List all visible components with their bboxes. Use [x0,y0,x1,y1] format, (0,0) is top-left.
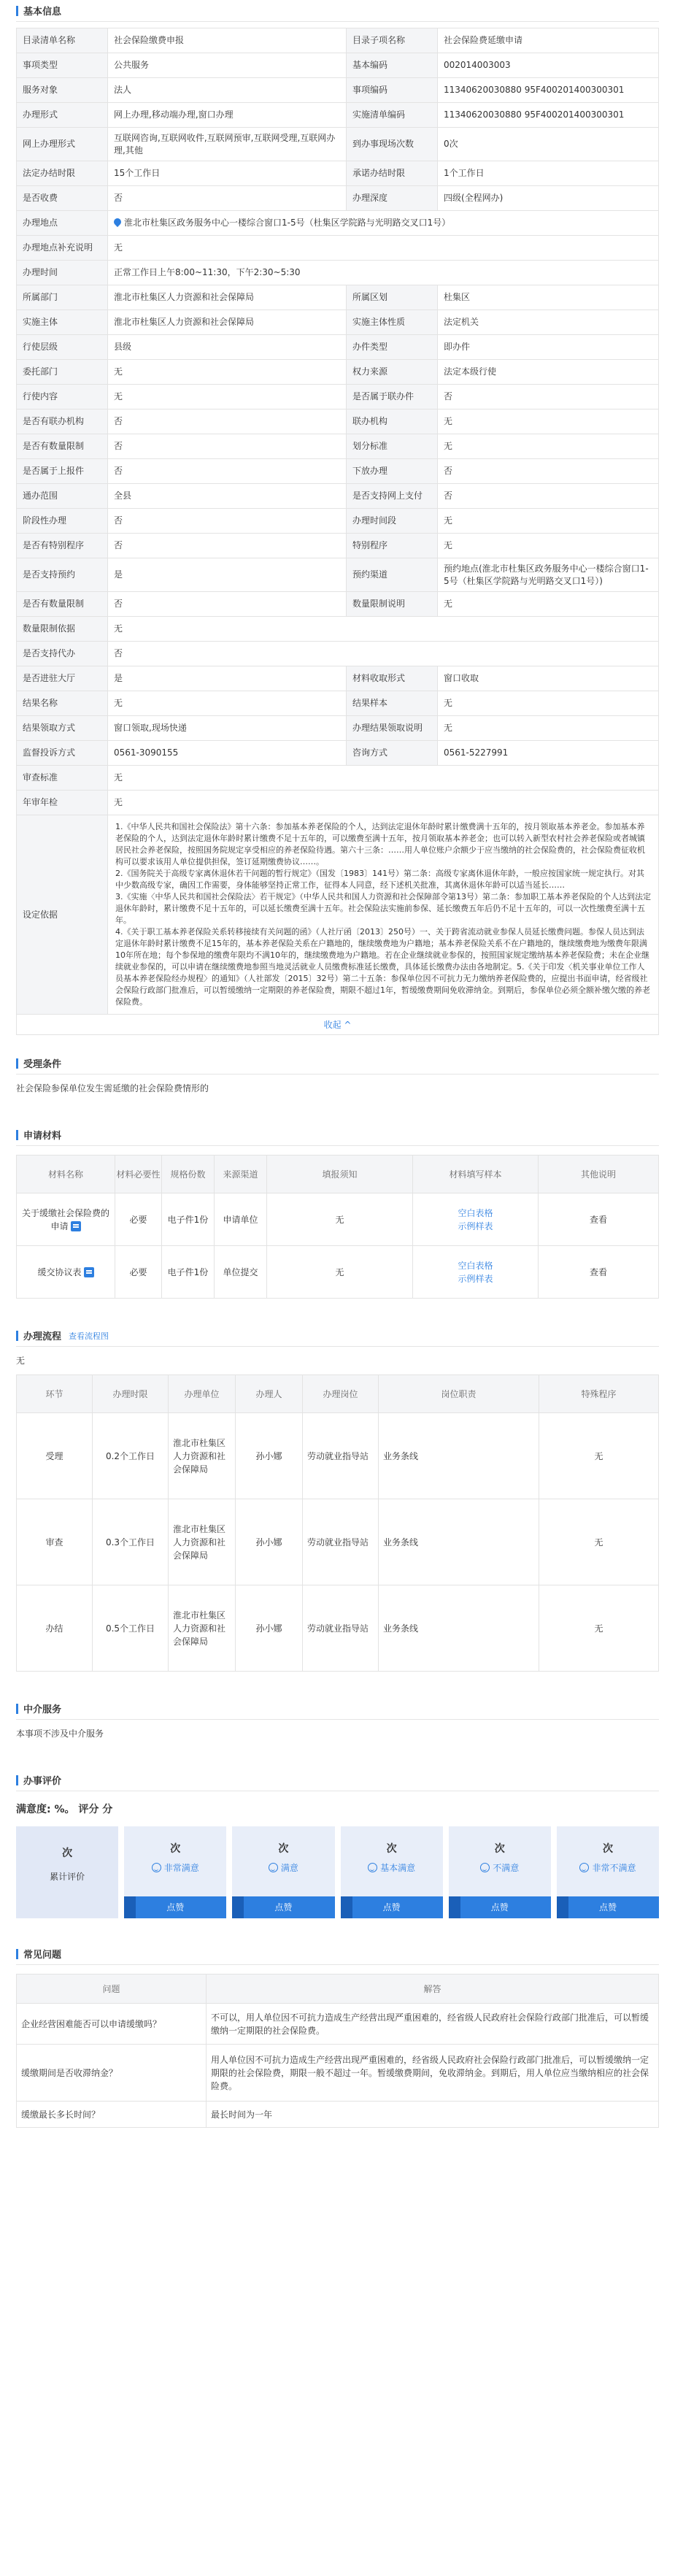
info-value: 否 [438,459,659,484]
info-label: 下放办理 [347,459,438,484]
info-row [17,484,659,509]
flow-table [16,1374,659,1672]
flow-special: 无 [539,1413,659,1499]
info-value: 无 [438,716,659,741]
info-label: 材料收取形式 [347,666,438,691]
info-label: 是否有数量限制 [17,434,108,459]
faq-answer: 最长时间为一年 [207,2102,659,2128]
section-bar [16,1704,18,1714]
info-value: 11340620030880 95F400201400300301 [438,103,659,128]
info-value: 1个工作日 [438,161,659,186]
column-header: 规格份数 [162,1156,215,1193]
info-label: 监督投诉方式 [17,741,108,766]
rating-label-row [124,1861,226,1874]
flow-person: 孙小娜 [236,1413,303,1499]
view-link[interactable]: 查看 [539,1246,659,1299]
flow-time: 0.2个工作日 [93,1413,169,1499]
material-notice: 无 [267,1193,413,1246]
column-header: 岗位职责 [379,1375,539,1413]
conditions-text: 社会保险参保单位发生需延缴的社会保险费情形的 [16,1083,209,1093]
like-button[interactable] [341,1896,443,1918]
info-row [17,335,659,360]
address-value [108,211,659,236]
material-spec: 电子件1份 [162,1193,215,1246]
info-label: 划分标准 [347,434,438,459]
like-button-label: 点赞 [382,1902,401,1912]
info-label: 所属部门 [17,285,108,310]
blank-form-link[interactable]: 空白表格 [458,1260,493,1271]
info-label: 咨询方式 [347,741,438,766]
flowchart-link[interactable]: 查看流程图 [69,1331,109,1341]
basis-row [17,815,659,1015]
section-title: 受理条件 [23,1059,62,1070]
material-necessity: 必要 [115,1246,162,1299]
faq-table [16,1974,659,2128]
info-row [17,285,659,310]
info-value: 淮北市杜集区人力资源和社会保障局 [108,285,347,310]
info-value: 否 [108,186,347,211]
info-row [17,666,659,691]
info-label: 办理地点补充说明 [17,236,108,261]
info-value: 无 [438,434,659,459]
sample-form-link[interactable]: 示例样表 [458,1220,493,1231]
rating-count: 次 [278,1843,289,1855]
info-value: 即办件 [438,335,659,360]
column-header: 办理岗位 [303,1375,379,1413]
faq-row [17,2102,659,2128]
section-bar [16,1949,18,1959]
info-value: 无 [108,360,347,385]
like-button-label: 点赞 [598,1902,617,1912]
column-header: 办理单位 [169,1375,236,1413]
section-title: 申请材料 [23,1131,62,1142]
flow-special: 无 [539,1499,659,1585]
flow-post: 劳动就业指导站 [303,1499,379,1585]
rating-card [232,1826,334,1918]
evaluation-cards [16,1826,659,1918]
address-row [17,211,659,236]
info-label: 委托部门 [17,360,108,385]
column-header: 材料名称 [17,1156,115,1193]
info-value: 否 [438,484,659,509]
info-value: 法定本级行使 [438,360,659,385]
info-label: 办理深度 [347,186,438,211]
info-label: 是否支持代办 [17,642,108,666]
info-label: 审查标准 [17,766,108,791]
rating-label-row [449,1861,551,1874]
info-value: 正常工作日上午8:00~11:30，下午2:30~5:30 [108,261,659,285]
like-button-edge [341,1896,352,1918]
info-label: 数量限制说明 [347,592,438,617]
flow-unit: 淮北市杜集区人力资源和社会保障局 [169,1585,236,1672]
flow-time: 0.3个工作日 [93,1499,169,1585]
info-label: 是否属于联办件 [347,385,438,410]
info-row [17,459,659,484]
info-label: 阶段性办理 [17,509,108,534]
info-row [17,28,659,53]
satisfaction-summary: 满意度: %。 评分 分 [16,1804,113,1815]
evaluation-header [16,1769,659,1791]
column-header: 办理时限 [93,1375,169,1413]
info-value: 杜集区 [438,285,659,310]
info-label: 到办事现场次数 [347,128,438,161]
material-sample-cell [413,1193,539,1246]
info-row [17,558,659,592]
flow-duty: 业务条线 [379,1499,539,1585]
like-button-label: 点赞 [166,1902,185,1912]
info-label: 办件类型 [347,335,438,360]
rating-label-row [341,1861,443,1874]
basis-paragraph: 1.《中华人民共和国社会保险法》第十六条：参加基本养老保险的个人，达到法定退休年龄时累计缴费满十五年的，按月领取基本养老金。参加基本养老保险的个人，达到法定退休年龄时累计缴费不足十五年的，可以缴费至满十五年，按月领取基本养老金；也可以转入新型农村社会养老保险或者城镇居民社会养老保险，按照国务院规定享受相应的养老保险待遇。第六十三条：……用人单位账户余额少于应当缴纳的社会保险费的，社会保险费征收机构可以要求该用人单位提供担保，签订延期缴费协议……。 [115,822,645,866]
column-header: 材料填写样本 [413,1156,539,1193]
basis-paragraph: 4.《关于职工基本养老保险关系转移接续有关问题的函》（人社厅函〔2013〕250号）一、关于跨省流动就业参保人员延长缴费问题。参保人员达到法定退休年龄时累计缴费不足15年的，基本养老保险关系在户籍地的，继续缴费地为户籍地；基本养老保险关系不在户籍地的，继续缴费地为缴费年限满10年所在地；每个参保地的缴费年限均不满10年的，继续缴费地为户籍地。若在企业继续就业参保的，按照国家规定缴纳基本养老保险费；未在企业继续就业参保的，可以申请在继续缴费地参照当地灵活就业人员缴费标准延长缴费，具体延长缴费办法由各地制定。5.《关于印发〈机关事业单位工作人员基本养老保险经办规程〉的通知》（人社部发〔2015〕32号）第二十五条：参保单位因不可抗力无力缴纳养老保险费的，应提出书面申请，经省级社会保险行政部门批准后，可以暂缓缴纳一定期限的养老保险费，期限不超过1年，暂缓缴费期间免收滞纳金。到期后，参保单位必须全额补缴欠缴的养老保险费。 [115,927,650,1007]
info-label: 是否有特别程序 [17,534,108,558]
view-link[interactable]: 查看 [539,1193,659,1246]
section-title: 基本信息 [23,7,62,18]
rating-count: 次 [494,1843,505,1855]
info-label: 是否进驻大厅 [17,666,108,691]
info-label: 法定办结时限 [17,161,108,186]
rating-label: 非常满意 [163,1863,199,1873]
address-text[interactable]: 淮北市杜集区政务服务中心一楼综合窗口1-5号（杜集区学院路与光明路交叉口1号） [124,218,451,228]
like-button-edge [557,1896,568,1918]
info-value: 否 [108,509,347,534]
like-button[interactable] [557,1896,659,1918]
like-button-edge [449,1896,460,1918]
conditions-header [16,1053,659,1074]
info-value: 15个工作日 [108,161,347,186]
info-row [17,642,659,666]
smiley-icon [579,1863,589,1872]
smiley-icon [480,1863,490,1872]
info-label: 是否有联办机构 [17,410,108,434]
material-sample-cell [413,1246,539,1299]
location-pin-icon [114,218,121,228]
flow-row [17,1413,659,1499]
rating-label: 不满意 [493,1863,520,1873]
info-label: 联办机构 [347,410,438,434]
smiley-icon [152,1863,161,1872]
rating-label-row [557,1861,659,1874]
info-label: 是否属于上报件 [17,459,108,484]
flow-time: 0.5个工作日 [93,1585,169,1672]
info-value: 否 [108,592,347,617]
faq-header [16,1943,659,1965]
rating-card [124,1826,226,1918]
column-header: 问题 [17,1975,207,2004]
flow-post: 劳动就业指导站 [303,1413,379,1499]
info-label: 是否有数量限制 [17,592,108,617]
info-label: 办理时间段 [347,509,438,534]
info-value: 全县 [108,484,347,509]
flow-row [17,1499,659,1585]
info-label: 设定依据 [17,815,108,1015]
faq-row [17,2045,659,2102]
info-label: 结果样本 [347,691,438,716]
info-row [17,741,659,766]
like-button[interactable] [232,1896,334,1918]
info-value: 无 [108,236,659,261]
info-row [17,186,659,211]
material-row [17,1246,659,1299]
info-row [17,103,659,128]
section-title: 办理流程 [23,1331,62,1342]
rating-label: 基本满意 [380,1863,416,1873]
info-value: 11340620030880 95F400201400300301 [438,78,659,103]
material-spec: 电子件1份 [162,1246,215,1299]
like-button[interactable] [449,1896,551,1918]
section-bar [16,6,18,16]
info-label: 所属区划 [347,285,438,310]
materials-table [16,1155,659,1299]
info-row [17,410,659,434]
like-button-edge [232,1896,244,1918]
material-source: 单位提交 [215,1246,267,1299]
info-value: 无 [108,691,347,716]
info-row [17,791,659,815]
info-value: 0561-3090155 [108,741,347,766]
rating-count: 次 [602,1843,613,1855]
total-evaluation-card [16,1826,118,1918]
info-row [17,766,659,791]
info-value: 无 [438,592,659,617]
basic-info-header [16,0,659,22]
info-value: 预约地点(淮北市杜集区政务服务中心一楼综合窗口1-5号（杜集区学院路与光明路交叉口1号）) [438,558,659,592]
info-value: 否 [108,410,347,434]
info-row [17,716,659,741]
info-value: 无 [438,509,659,534]
info-label: 办理地点 [17,211,108,236]
info-row [17,360,659,385]
faq-answer: 不可以，用人单位因不可抗力造成生产经营出现严重困难的，经省级人民政府社会保险行政部门批准后，可以暂缓缴纳一定期限的社会保险费。 [207,2004,659,2045]
info-label: 事项类型 [17,53,108,78]
basic-info-table [16,28,659,1015]
info-value: 002014003003 [438,53,659,78]
info-value: 县级 [108,335,347,360]
info-value: 法人 [108,78,347,103]
basis-paragraph: 2.《国务院关于高级专家离休退休若干问题的暂行规定》（国发〔1983〕141号）第二条：高级专家离休退休年龄，一般应按国家统一规定执行。对其中少数高级专家，确因工作需要，身体能够坚持正常工作，征得本人同意，经下述机关批准，其离休退休年龄可以适当延长…… [115,869,644,890]
info-value: 四级(全程网办) [438,186,659,211]
info-row [17,128,659,161]
material-row [17,1193,659,1246]
smiley-icon [269,1863,278,1872]
info-label: 事项编码 [347,78,438,103]
info-label: 是否支持网上支付 [347,484,438,509]
flow-special: 无 [539,1585,659,1672]
intermediary-text: 本事项不涉及中介服务 [16,1729,104,1739]
faq-row [17,2004,659,2045]
document-icon[interactable] [71,1221,81,1231]
info-value: 社会保险费延缴申请 [438,28,659,53]
info-value: 无 [438,534,659,558]
section-bar [16,1775,18,1785]
info-value: 是 [108,558,347,592]
info-row [17,385,659,410]
column-header: 环节 [17,1375,93,1413]
info-value: 无 [438,410,659,434]
material-name: 缓交协议表 [37,1266,82,1277]
info-value: 否 [108,534,347,558]
like-button-label: 点赞 [490,1902,509,1912]
material-notice: 无 [267,1246,413,1299]
section-title: 中介服务 [23,1704,62,1715]
section-title: 办事评价 [23,1776,62,1787]
info-value: 网上办理,移动端办理,窗口办理 [108,103,347,128]
info-value: 否 [108,642,659,666]
info-value: 否 [438,385,659,410]
info-value: 无 [438,691,659,716]
info-value: 无 [108,617,659,642]
info-label: 行使层级 [17,335,108,360]
section-bar [16,1331,18,1341]
info-value: 公共服务 [108,53,347,78]
info-value: 0次 [438,128,659,161]
rating-label-row [232,1861,334,1874]
info-value: 无 [108,385,347,410]
info-label: 基本编码 [347,53,438,78]
info-value: 0561-5227991 [438,741,659,766]
info-label: 预约渠道 [347,558,438,592]
info-row [17,434,659,459]
like-button[interactable] [124,1896,226,1918]
info-row [17,509,659,534]
flow-row [17,1585,659,1672]
info-label: 是否支持预约 [17,558,108,592]
info-label: 实施主体 [17,310,108,335]
section-bar [16,1058,18,1069]
info-row [17,310,659,335]
rating-count: 次 [170,1843,181,1855]
flow-step: 受理 [17,1413,93,1499]
info-label: 承诺办结时限 [347,161,438,186]
column-header: 填报须知 [267,1156,413,1193]
materials-header [16,1124,659,1146]
column-header: 办理人 [236,1375,303,1413]
faq-question: 缓缴最长多长时间？ [17,2102,207,2128]
info-value: 窗口领取,现场快递 [108,716,347,741]
info-value: 淮北市杜集区人力资源和社会保障局 [108,310,347,335]
flow-note: 无 [16,1356,26,1366]
flow-step: 审查 [17,1499,93,1585]
info-row [17,236,659,261]
blank-form-link[interactable]: 空白表格 [458,1207,493,1218]
info-label: 是否收费 [17,186,108,211]
column-header: 其他说明 [539,1156,659,1193]
info-label: 年审年检 [17,791,108,815]
info-label: 实施主体性质 [347,310,438,335]
like-button-label: 点赞 [274,1902,293,1912]
info-row [17,161,659,186]
like-button-edge [124,1896,136,1918]
info-label: 办理结果领取说明 [347,716,438,741]
rating-card [557,1826,659,1918]
basis-paragraph: 3.《实施〈中华人民共和国社会保险法〉若干规定》（中华人民共和国人力资源和社会保障部令第13号）第二条：参加职工基本养老保险的个人达到法定退休年龄时，累计缴费不足十五年的，可以延长缴费至满十五年。社会保险法实施前参保、延长缴费五年后仍不足十五年的，可以一次性缴费至满十五年。 [115,892,651,925]
info-row [17,53,659,78]
flow-duty: 业务条线 [379,1585,539,1672]
info-value: 是 [108,666,347,691]
flow-person: 孙小娜 [236,1585,303,1672]
rating-count: 次 [386,1843,397,1855]
rating-label: 满意 [280,1863,298,1873]
info-label: 结果名称 [17,691,108,716]
info-label: 结果领取方式 [17,716,108,741]
info-value: 互联网咨询,互联网收件,互联网预审,互联网受理,互联网办理,其他 [108,128,347,161]
basis-value [108,815,659,1015]
material-name-cell [17,1246,115,1299]
flow-unit: 淮北市杜集区人力资源和社会保障局 [169,1413,236,1499]
info-row [17,617,659,642]
info-value: 否 [108,434,347,459]
rating-card [341,1826,443,1918]
info-row [17,691,659,716]
collapse-button[interactable]: 收起 ^ [16,1015,659,1035]
flow-step: 办结 [17,1585,93,1672]
section-bar [16,1130,18,1140]
rating-label: 非常不满意 [592,1863,636,1873]
info-label: 行使内容 [17,385,108,410]
rating-count: 次 [62,1848,73,1859]
column-header: 解答 [207,1975,659,2004]
material-source: 申请单位 [215,1193,267,1246]
document-icon[interactable] [84,1267,94,1277]
info-label: 目录子项名称 [347,28,438,53]
info-value: 法定机关 [438,310,659,335]
flow-duty: 业务条线 [379,1413,539,1499]
info-label: 办理时间 [17,261,108,285]
material-necessity: 必要 [115,1193,162,1246]
info-label: 数量限制依据 [17,617,108,642]
column-header: 材料必要性 [115,1156,162,1193]
flow-person: 孙小娜 [236,1499,303,1585]
info-value: 社会保险缴费申报 [108,28,347,53]
info-value: 否 [108,459,347,484]
intermediary-header [16,1698,659,1720]
flow-header [16,1325,659,1347]
info-value: 窗口收取 [438,666,659,691]
info-label: 实施清单编码 [347,103,438,128]
smiley-icon [368,1863,377,1872]
info-label: 特别程序 [347,534,438,558]
faq-question: 缓缴期间是否收滞纳金？ [17,2045,207,2102]
info-value: 无 [108,766,659,791]
material-name-cell [17,1193,115,1246]
info-label: 通办范围 [17,484,108,509]
info-row [17,592,659,617]
faq-answer: 用人单位因不可抗力造成生产经营出现严重困难的，经省级人民政府社会保险行政部门批准后，可以暂缓缴纳一定期限的社会保险费，期限一般不超过一年。暂缓缴费期间，免收滞纳金。到期后，用人单位应当缴纳相应的社会保险费。 [207,2045,659,2102]
info-label: 服务对象 [17,78,108,103]
info-label: 目录清单名称 [17,28,108,53]
info-row [17,534,659,558]
column-header: 特殊程序 [539,1375,659,1413]
sample-form-link[interactable]: 示例样表 [458,1273,493,1284]
info-label: 办理形式 [17,103,108,128]
info-value: 无 [108,791,659,815]
info-row [17,78,659,103]
rating-card [449,1826,551,1918]
flow-unit: 淮北市杜集区人力资源和社会保障局 [169,1499,236,1585]
info-label: 权力来源 [347,360,438,385]
column-header: 来源渠道 [215,1156,267,1193]
rating-label: 累计评价 [50,1872,85,1882]
flow-post: 劳动就业指导站 [303,1585,379,1672]
section-title: 常见问题 [23,1950,62,1961]
info-label: 网上办理形式 [17,128,108,161]
info-row [17,261,659,285]
faq-question: 企业经营困难能否可以申请缓缴吗？ [17,2004,207,2045]
material-name: 关于缓缴社会保险费的申请 [21,1207,109,1231]
